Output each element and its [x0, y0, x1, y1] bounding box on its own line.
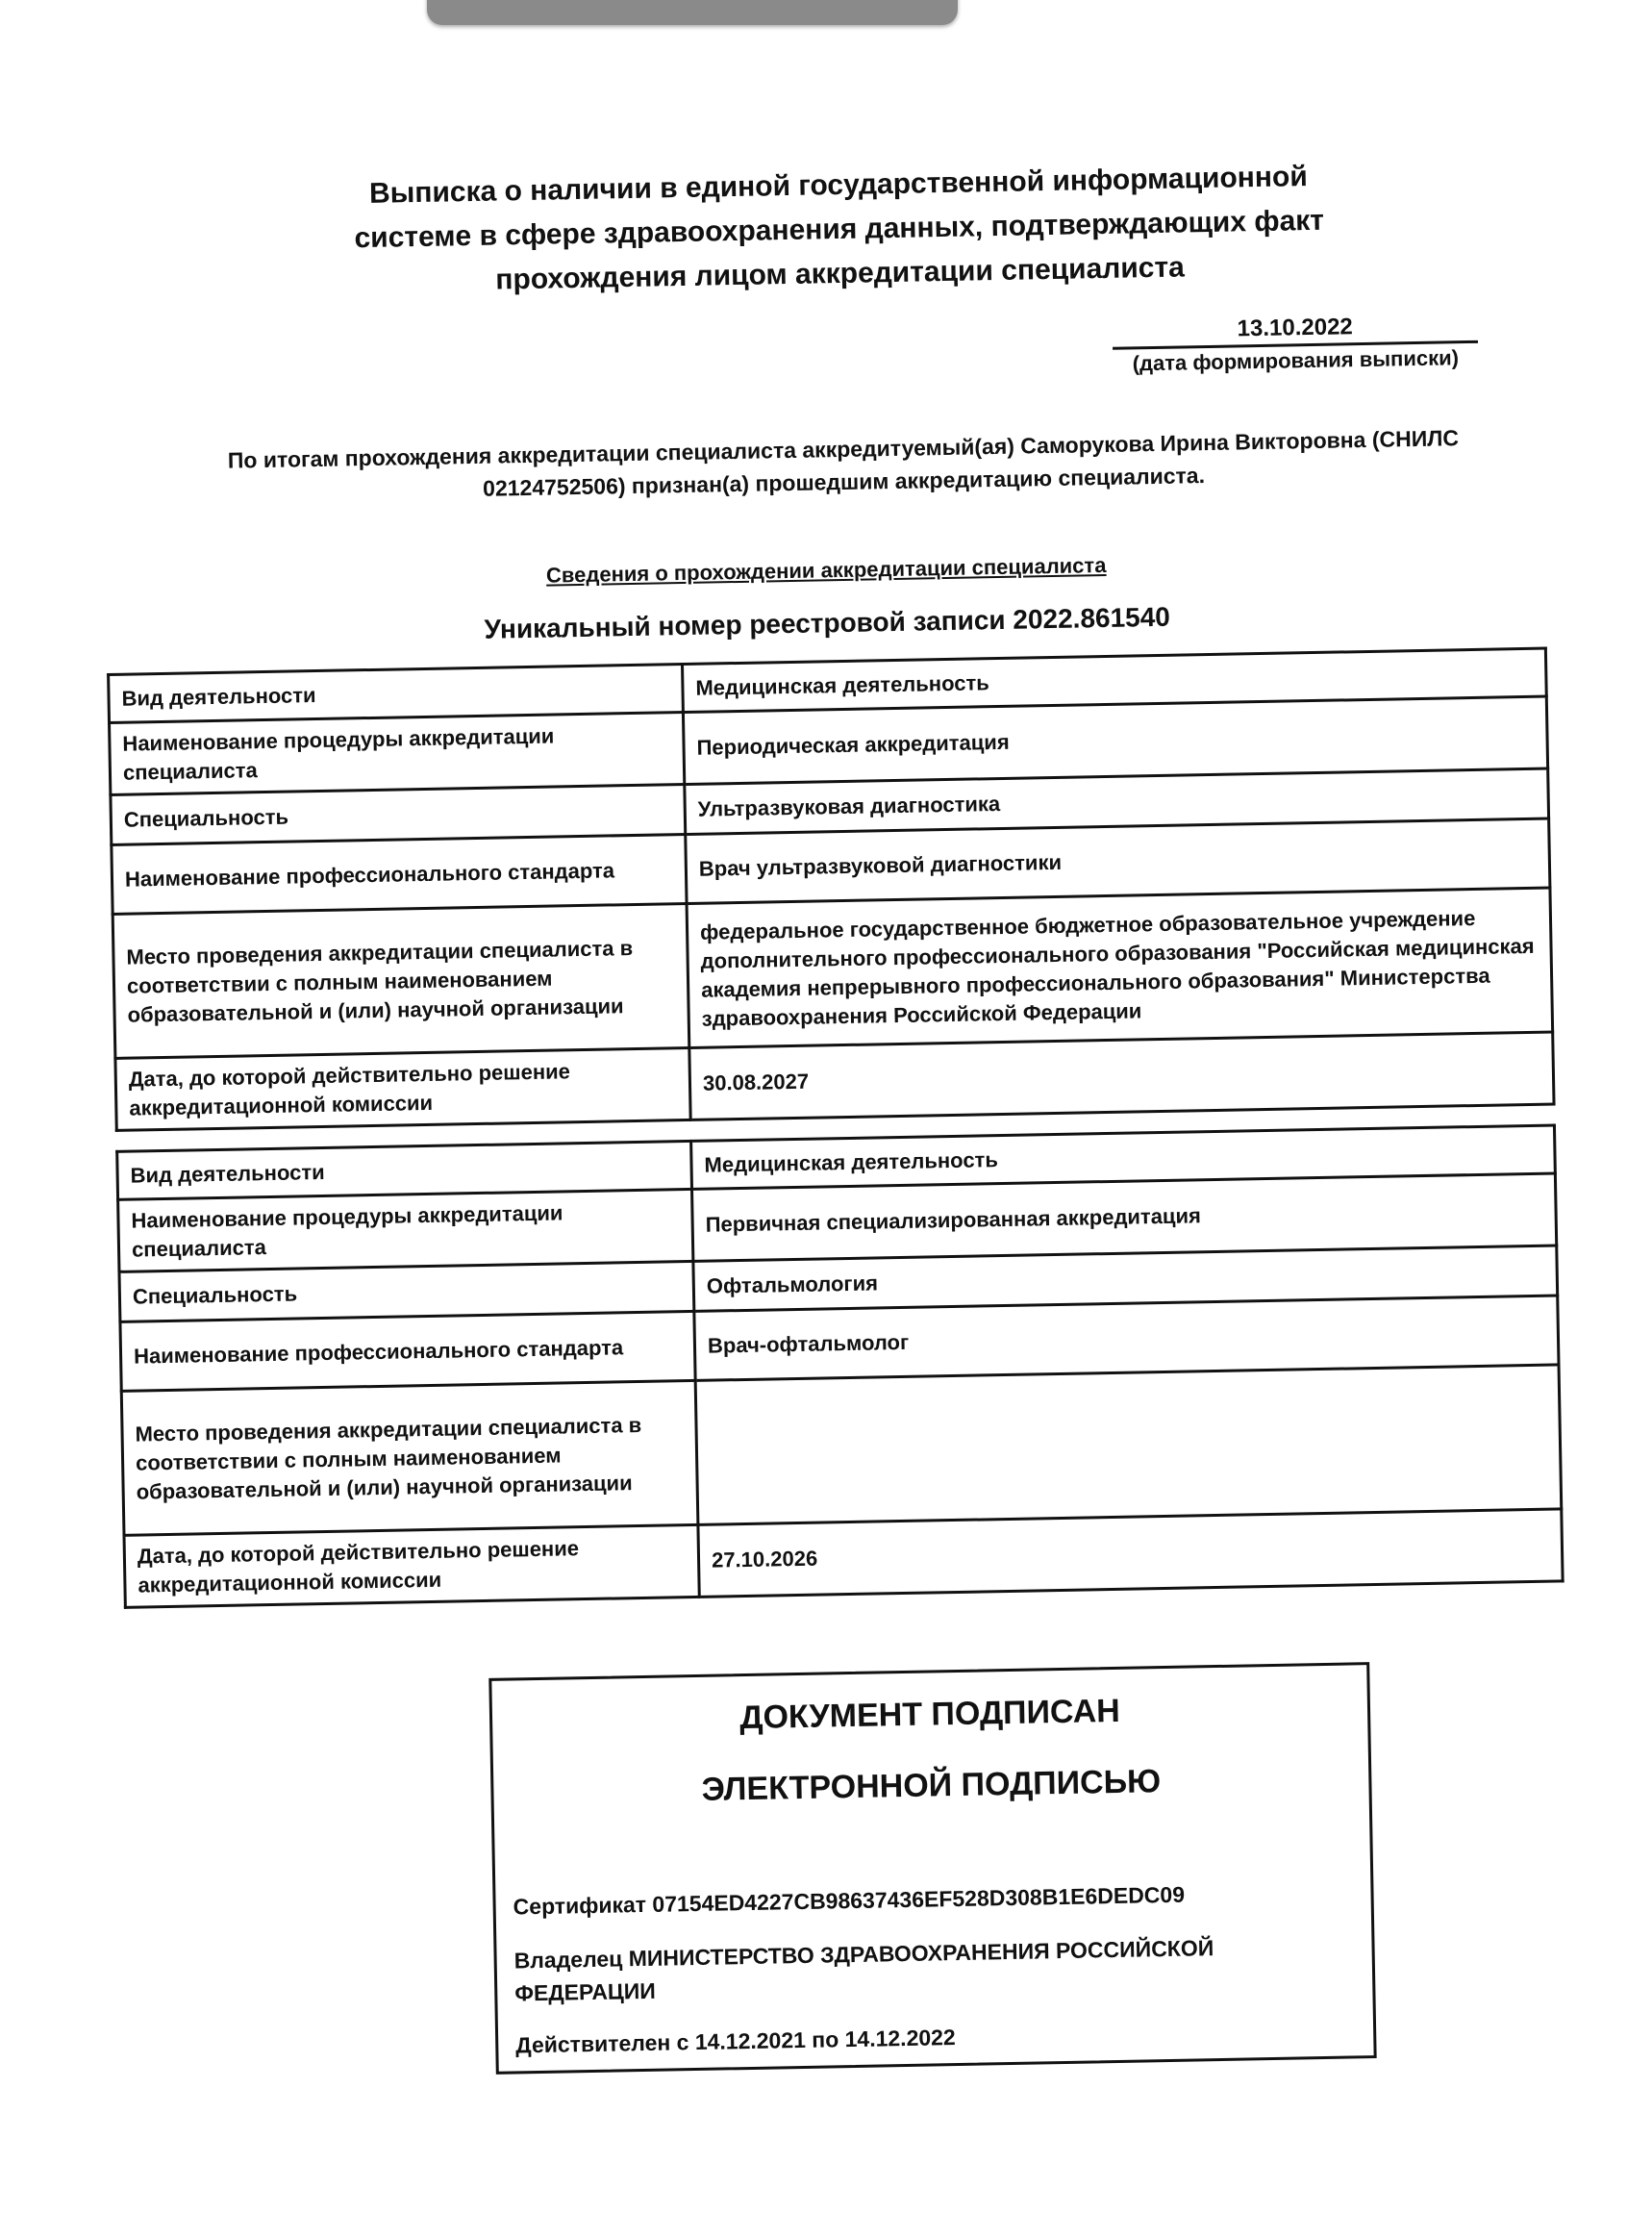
- row-value: 27.10.2026: [698, 1509, 1563, 1597]
- intro-line: 02124752506) признан(а) прошедшим аккредитацию специалиста.: [482, 463, 1206, 501]
- row-label: Специальность: [111, 785, 686, 845]
- row-value: Медицинская деятельность: [683, 648, 1547, 712]
- row-value: Врач-офтальмолог: [694, 1296, 1559, 1380]
- signature-title: ДОКУМЕНТ ПОДПИСАН: [738, 1692, 1121, 1737]
- row-label: Место проведения аккредитации специалиста в соответствии с полным наименованием образовательной и (или) научной организации: [121, 1380, 698, 1535]
- table-row: [113, 888, 1552, 1058]
- row-value: 30.08.2027: [689, 1032, 1554, 1120]
- signature-owner: Владелец МИНИСТЕРСТВО ЗДРАВООХРАНЕНИЯ РОССИЙСКОЙ ФЕДЕРАЦИИ: [513, 1935, 1214, 2006]
- signature-subtitle: ЭЛЕКТРОННОЙ ПОДПИСЬЮ: [701, 1763, 1162, 1808]
- intro-line: По итогам прохождения аккредитации специалиста аккредитуемый(ая) Саморукова Ирина Викторовна (СНИЛС: [227, 425, 1460, 473]
- electronic-signature-stamp: [488, 1662, 1376, 2075]
- table-row: [121, 1365, 1561, 1535]
- section-heading: Сведения о прохождении аккредитации специалиста: [545, 552, 1107, 588]
- signature-validity: Действителен с 14.12.2021 по 14.12.2022: [515, 2025, 956, 2058]
- viewer-top-handle[interactable]: [427, 0, 958, 25]
- row-label: Вид деятельности: [109, 665, 684, 723]
- row-value: [695, 1365, 1562, 1524]
- issue-date-caption: (дата формирования выписки): [1132, 345, 1460, 376]
- row-value: Врач ультразвуковой диагностики: [686, 818, 1550, 903]
- row-value: федеральное государственное бюджетное образовательное учреждение дополнительного профессионального образования "Российская медицинская академия непрерывного профессионального образования" Министерства здравоохранения Российской Федерации: [687, 888, 1553, 1047]
- document-page: [97, 92, 1596, 2176]
- issue-date: 13.10.2022: [1112, 312, 1478, 350]
- row-label: Наименование профессионального стандарта: [112, 835, 687, 915]
- issue-date-block: [1112, 312, 1478, 377]
- accreditation-table-1: [107, 647, 1555, 1132]
- registry-number: Уникальный номер реестровой записи 2022.861540: [484, 601, 1171, 644]
- title-line: прохождения лицом аккредитации специалиста: [495, 251, 1186, 296]
- title-line: системе в сфере здравоохранения данных, подтверждающих факт: [354, 204, 1325, 255]
- document-title: [156, 151, 1523, 309]
- row-value: Ультразвуковая диагностика: [685, 768, 1549, 834]
- row-label: Вид деятельности: [117, 1141, 692, 1199]
- row-label: Наименование профессионального стандарта: [120, 1311, 695, 1391]
- row-label: Наименование процедуры аккредитации специалиста: [118, 1189, 693, 1271]
- row-label: Дата, до которой действительно решение аккредитационной комиссии: [115, 1047, 690, 1130]
- row-label: Дата, до которой действительно решение аккредитационной комиссии: [124, 1524, 699, 1607]
- title-line: Выписка о наличии в единой государственной информационной: [368, 161, 1309, 210]
- row-label: Наименование процедуры аккредитации специалиста: [110, 713, 685, 795]
- accreditation-table-2: [115, 1123, 1564, 1608]
- row-label: Место проведения аккредитации специалиста в соответствии с полным наименованием образовательной и (или) научной организации: [113, 904, 689, 1059]
- intro-paragraph: [141, 420, 1546, 512]
- row-label: Специальность: [119, 1261, 694, 1321]
- row-value: Периодическая аккредитация: [683, 696, 1547, 784]
- signature-certificate: Сертификат 07154ED4227CB98637436EF528D308B1E6DEDC09: [513, 1881, 1186, 1920]
- row-value: Медицинская деятельность: [691, 1125, 1556, 1189]
- row-value: Офтальмология: [693, 1245, 1558, 1311]
- row-value: Первичная специализированная аккредитация: [692, 1173, 1557, 1261]
